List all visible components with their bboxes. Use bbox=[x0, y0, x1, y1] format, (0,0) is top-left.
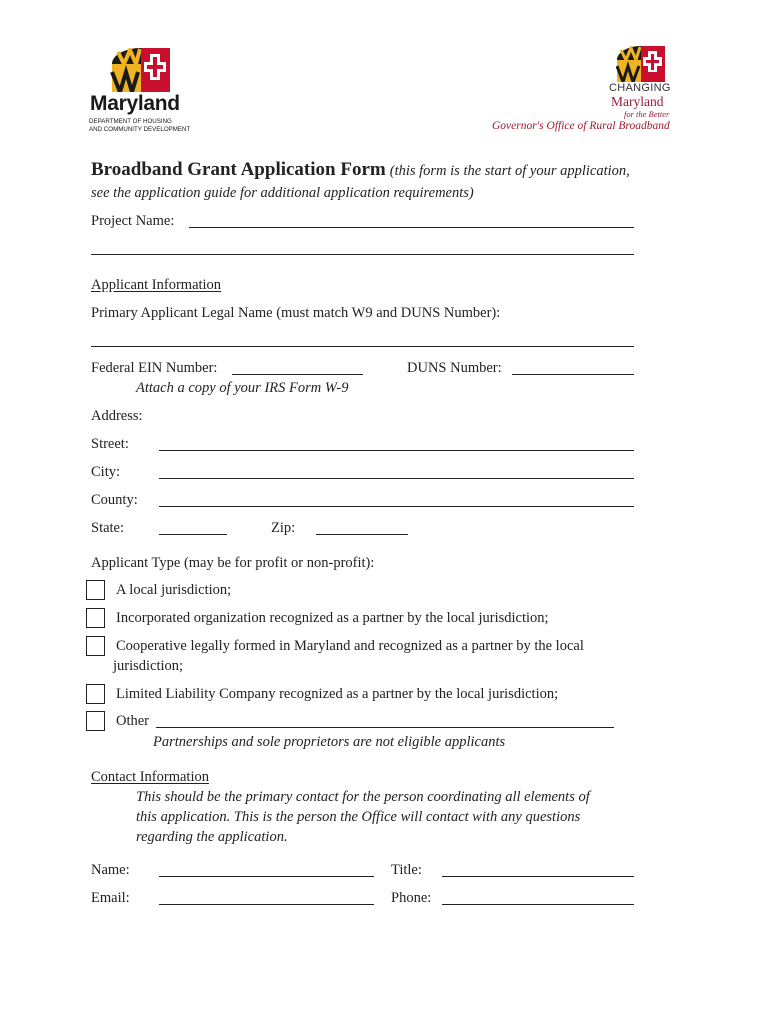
contact-heading: Contact Information bbox=[91, 769, 209, 785]
duns-label: DUNS Number: bbox=[407, 360, 502, 376]
type-llc-checkbox[interactable] bbox=[86, 684, 105, 704]
type-incorporated-checkbox[interactable] bbox=[86, 608, 105, 628]
zip-field[interactable] bbox=[316, 534, 408, 535]
form-subtitle-line1: (this form is the start of your application, bbox=[389, 163, 630, 179]
project-name-field-line2[interactable] bbox=[91, 254, 634, 255]
zip-label: Zip: bbox=[271, 520, 296, 536]
type-llc-label: Limited Liability Company recognized as a partner by the local jurisdiction; bbox=[116, 686, 559, 702]
maryland-flag-icon bbox=[616, 46, 666, 82]
contact-name-field[interactable] bbox=[159, 876, 374, 877]
type-cooperative-label: Cooperative legally formed in Maryland and recognized as a partner by the local bbox=[116, 638, 584, 654]
dhcd-dept-line1: DEPARTMENT OF HOUSING bbox=[89, 118, 172, 125]
contact-title-label: Title: bbox=[391, 862, 422, 878]
changing-line3: for the Better bbox=[624, 109, 670, 119]
types-note: Partnerships and sole proprietors are not eligible applicants bbox=[153, 734, 506, 750]
md-dhcd-logo bbox=[88, 48, 198, 136]
type-cooperative-label-cont: jurisdiction; bbox=[113, 658, 184, 674]
state-label: State: bbox=[91, 520, 125, 536]
changing-line1: CHANGING bbox=[609, 82, 671, 94]
office-name: Governor's Office of Rural Broadband bbox=[492, 120, 670, 132]
form-subtitle-line2: see the application guide for additional application requirements) bbox=[91, 185, 474, 201]
contact-note-line1: This should be the primary contact for the person coordinating all elements of bbox=[136, 789, 590, 805]
form-title: Broadband Grant Application Form bbox=[91, 159, 386, 180]
contact-phone-label: Phone: bbox=[391, 890, 432, 906]
applicant-type-label: Applicant Type (may be for profit or non-profit): bbox=[91, 555, 375, 571]
county-label: County: bbox=[91, 492, 138, 508]
street-field[interactable] bbox=[159, 450, 634, 451]
state-field[interactable] bbox=[159, 534, 227, 535]
contact-note-line2: this application. This is the person the Office will contact with any questions bbox=[136, 809, 581, 825]
project-name-field[interactable] bbox=[189, 227, 634, 228]
changing-line2: Maryland bbox=[611, 94, 664, 109]
duns-field[interactable] bbox=[512, 374, 634, 375]
type-incorporated-label: Incorporated organization recognized as a partner by the local jurisdiction; bbox=[116, 610, 549, 626]
type-local-checkbox[interactable] bbox=[86, 580, 105, 600]
changing-maryland-logo bbox=[486, 44, 686, 139]
type-other-label: Other bbox=[116, 713, 150, 729]
ein-label: Federal EIN Number: bbox=[91, 360, 218, 376]
project-name-label: Project Name: bbox=[91, 213, 175, 229]
contact-name-label: Name: bbox=[91, 862, 130, 878]
md-wordmark: Maryland bbox=[90, 92, 180, 115]
type-other-field[interactable] bbox=[156, 727, 614, 728]
city-field[interactable] bbox=[159, 478, 634, 479]
type-other-checkbox[interactable] bbox=[86, 711, 105, 731]
legal-name-field[interactable] bbox=[91, 346, 634, 347]
type-cooperative-checkbox[interactable] bbox=[86, 636, 105, 656]
type-local-label: A local jurisdiction; bbox=[116, 582, 232, 598]
street-label: Street: bbox=[91, 436, 129, 452]
applicant-info-heading: Applicant Information bbox=[91, 277, 222, 293]
ein-field[interactable] bbox=[232, 374, 363, 375]
contact-phone-field[interactable] bbox=[442, 904, 634, 905]
city-label: City: bbox=[91, 464, 121, 480]
contact-email-field[interactable] bbox=[159, 904, 374, 905]
legal-name-label: Primary Applicant Legal Name (must match W9 and DUNS Number): bbox=[91, 305, 501, 321]
maryland-flag-icon bbox=[110, 48, 172, 92]
contact-title-field[interactable] bbox=[442, 876, 634, 877]
ein-note: Attach a copy of your IRS Form W-9 bbox=[136, 380, 349, 396]
county-field[interactable] bbox=[159, 506, 634, 507]
contact-note-line3: regarding the application. bbox=[136, 829, 288, 845]
dhcd-dept-line2: AND COMMUNITY DEVELOPMENT bbox=[89, 126, 191, 133]
form-title-row bbox=[91, 159, 630, 181]
contact-email-label: Email: bbox=[91, 890, 130, 906]
address-label: Address: bbox=[91, 408, 143, 424]
